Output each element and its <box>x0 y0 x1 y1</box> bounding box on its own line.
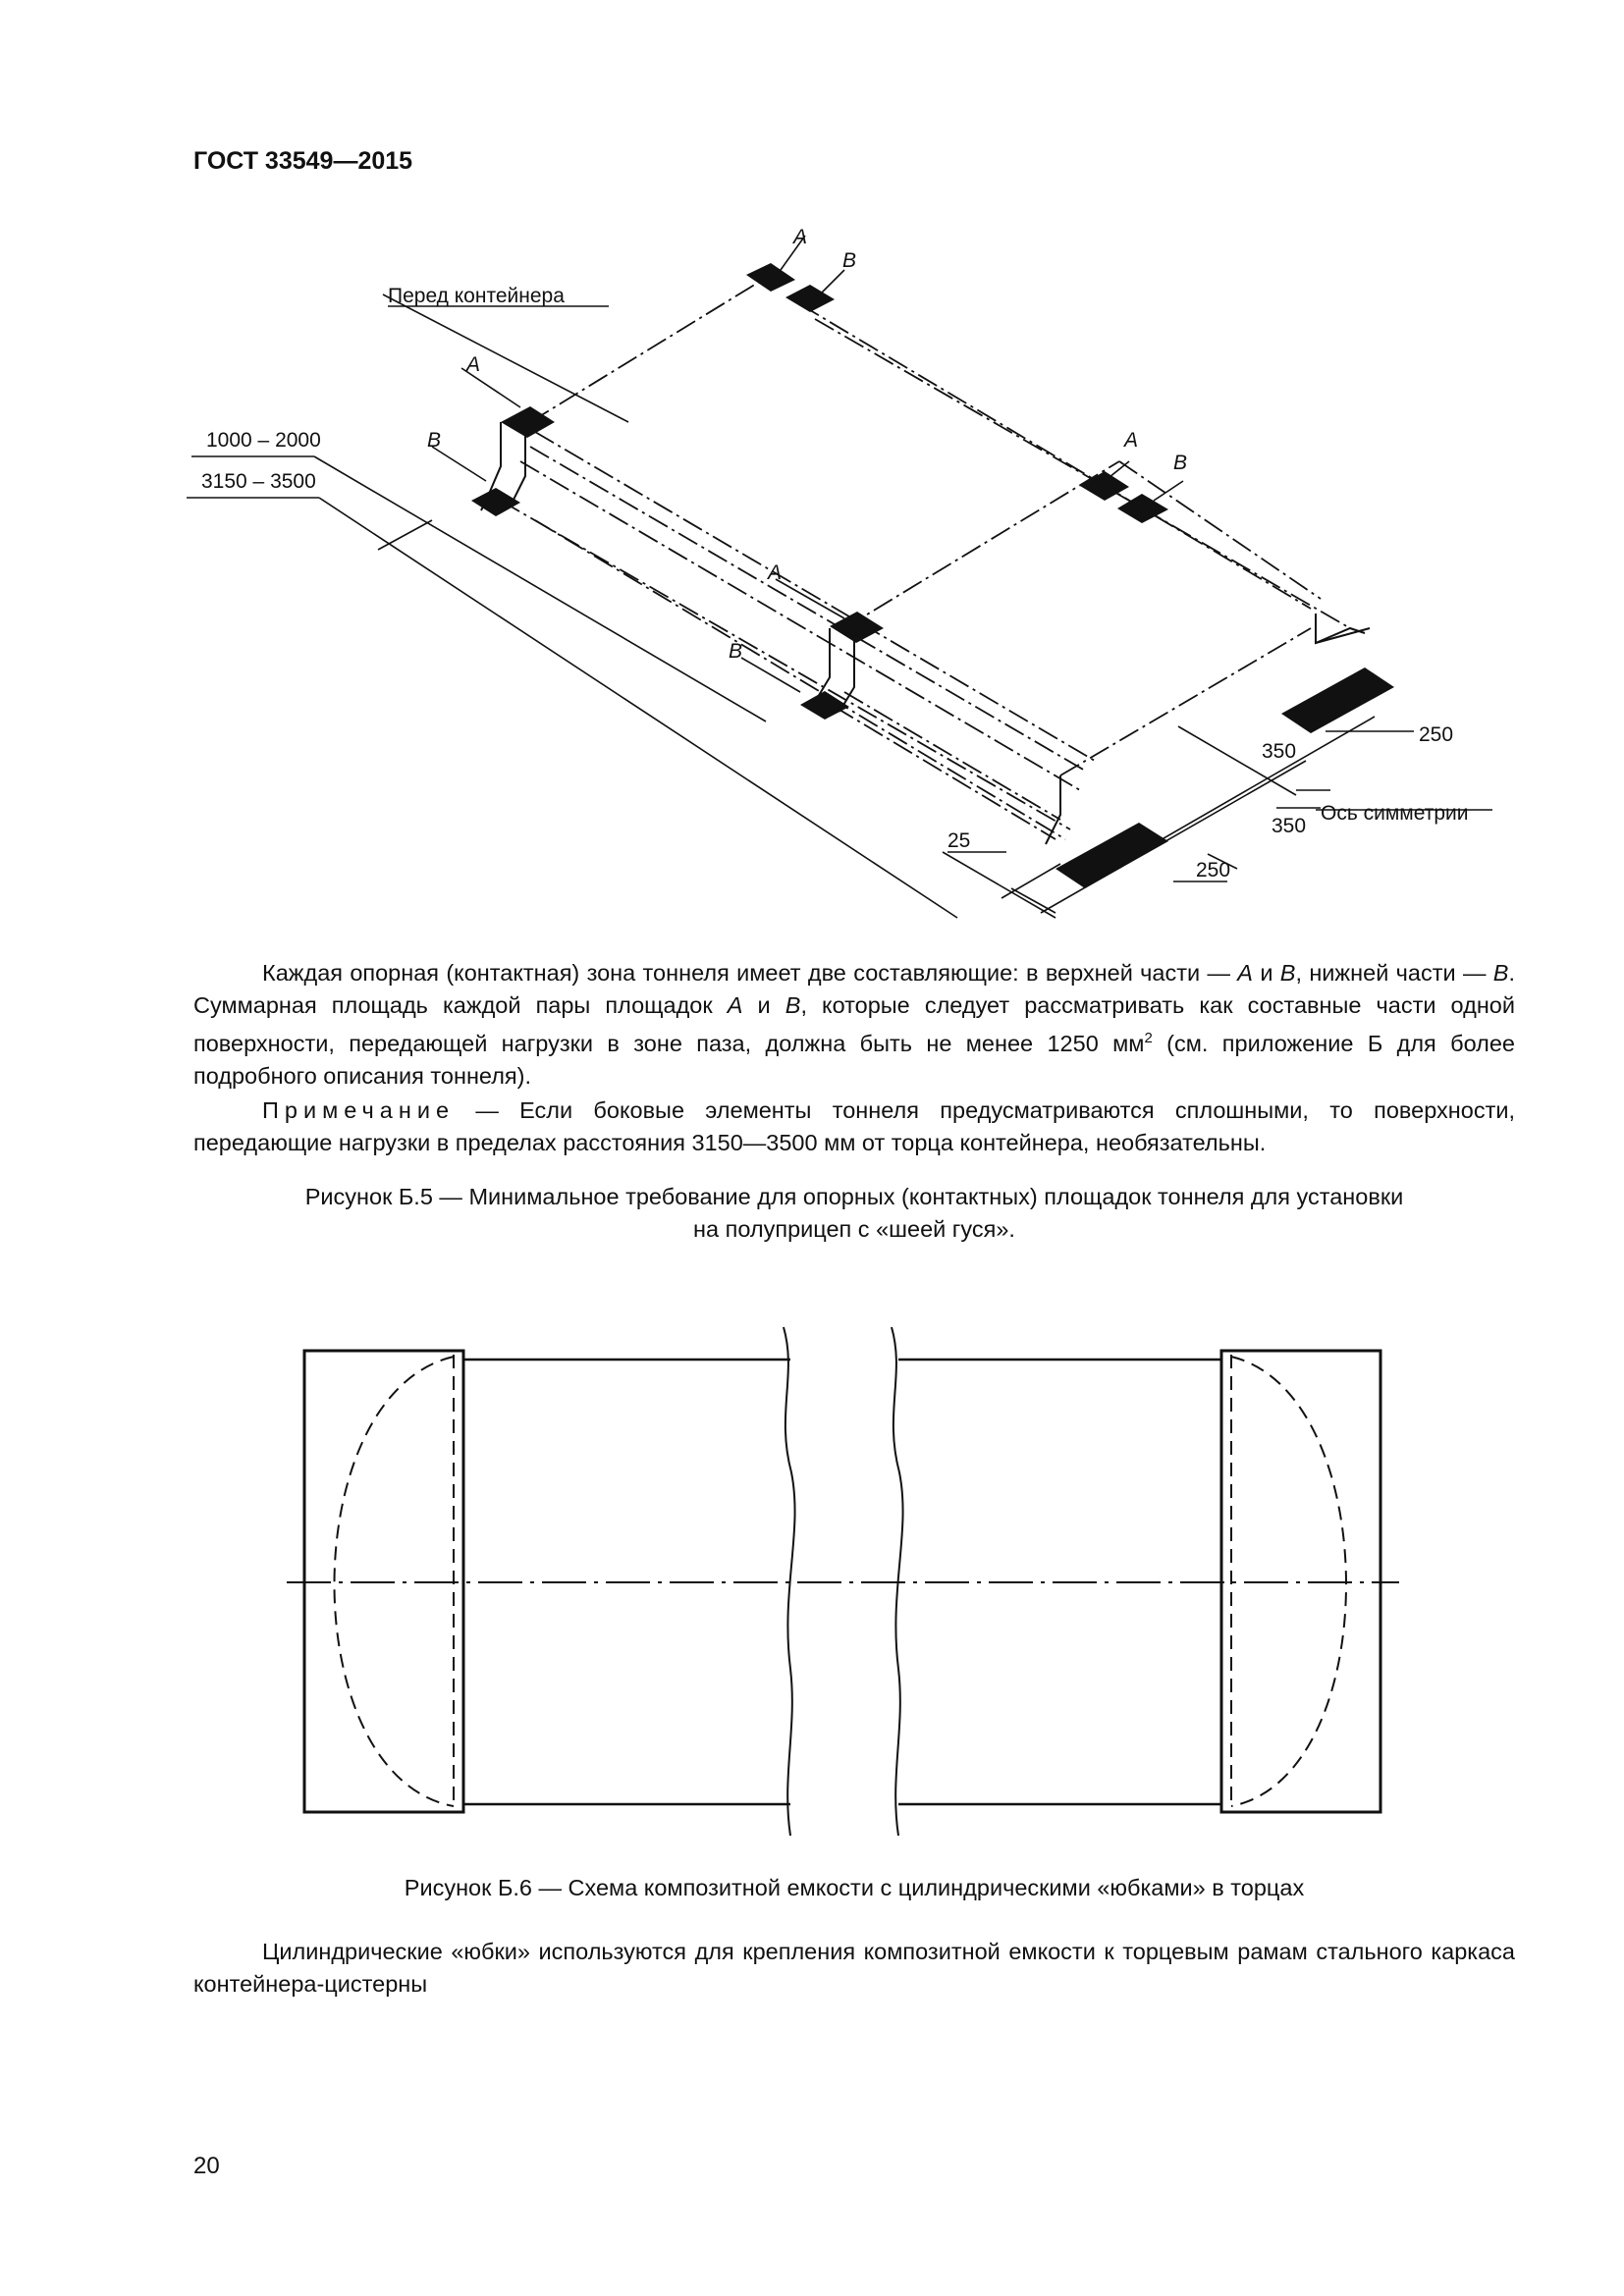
label-axis: Ось симметрии <box>1321 802 1469 825</box>
label-a-top: A <box>793 226 808 248</box>
p1-superscript: 2 <box>1144 1030 1153 1046</box>
p1-text-5: (см. приложение Б для более подробного описания тоннеля). <box>193 1030 1515 1089</box>
dim-250-right: 250 <box>1419 723 1454 746</box>
p1-text-3: . Суммарная площадь каждой пары площадок <box>193 960 1515 1018</box>
note-text: — Если боковые элементы тоннеля предусматриваются сплошными, то поверхности, передающие нагрузки в пределах расстояния 3150—3500 мм от торца контейнера, необязательны. <box>193 1097 1515 1155</box>
note-paragraph <box>193 1095 1515 1159</box>
caption-b5-line1: Рисунок Б.5 — Минимальное требование для опорных (контактных) площадок тоннеля для установки <box>304 1184 1404 1209</box>
p1-text-2: , нижней части — <box>1295 960 1493 986</box>
p1-b: B <box>1279 960 1296 986</box>
p1-a: A <box>1237 960 1253 986</box>
dim-350-lower: 350 <box>1272 815 1307 837</box>
figure-b6-drawing <box>0 1315 1624 1845</box>
p2-text: Цилиндрические «юбки» используются для крепления композитной емкости к торцевым рамам стального каркаса контейнера-цистерны <box>193 1939 1515 1997</box>
label-a-left: A <box>466 353 481 376</box>
p1-a2: A <box>727 992 743 1018</box>
caption-figure-b6: Рисунок Б.6 — Схема композитной емкости с цилиндрическими «юбками» в торцах <box>404 1875 1305 1900</box>
label-a-mid: A <box>768 561 783 584</box>
dim-3150-3500: 3150 – 3500 <box>201 470 316 493</box>
dim-250-lower: 250 <box>1196 859 1231 881</box>
p1-text-1: Каждая опорная (контактная) зона тоннеля имеет две составляющие: в верхней части — <box>262 960 1238 986</box>
label-front: Перед контейнера <box>388 285 565 307</box>
label-b-left: B <box>427 429 442 452</box>
caption-b5-line2: на полуприцеп с «шеей гуся». <box>693 1216 1015 1242</box>
paragraph-contact-zones <box>193 957 1515 1093</box>
p1-b3: B <box>785 992 801 1018</box>
label-a-right: A <box>1124 429 1139 452</box>
figure-b5-drawing <box>0 196 1624 952</box>
label-b-mid: B <box>729 640 743 663</box>
label-b-top: B <box>842 249 857 272</box>
p1-and: и <box>1252 960 1280 986</box>
p1-b2: B <box>1492 960 1509 986</box>
p1-text-4: , которые следует рассматривать как составные части одной поверхности, передающей нагрузки в зоне паза, должна быть не менее 1250 мм <box>193 992 1516 1056</box>
document-header: ГОСТ 33549—2015 <box>193 147 413 175</box>
p1-and2: и <box>742 992 785 1018</box>
paragraph-skirts <box>193 1936 1515 2001</box>
page-number: 20 <box>193 2153 220 2179</box>
dim-25: 25 <box>947 829 971 852</box>
label-b-right: B <box>1173 452 1188 474</box>
note-label: Примечание <box>262 1097 456 1123</box>
dim-350-upper: 350 <box>1262 740 1297 763</box>
dim-1000-2000: 1000 – 2000 <box>206 429 321 452</box>
caption-figure-b5 <box>193 1181 1515 1246</box>
